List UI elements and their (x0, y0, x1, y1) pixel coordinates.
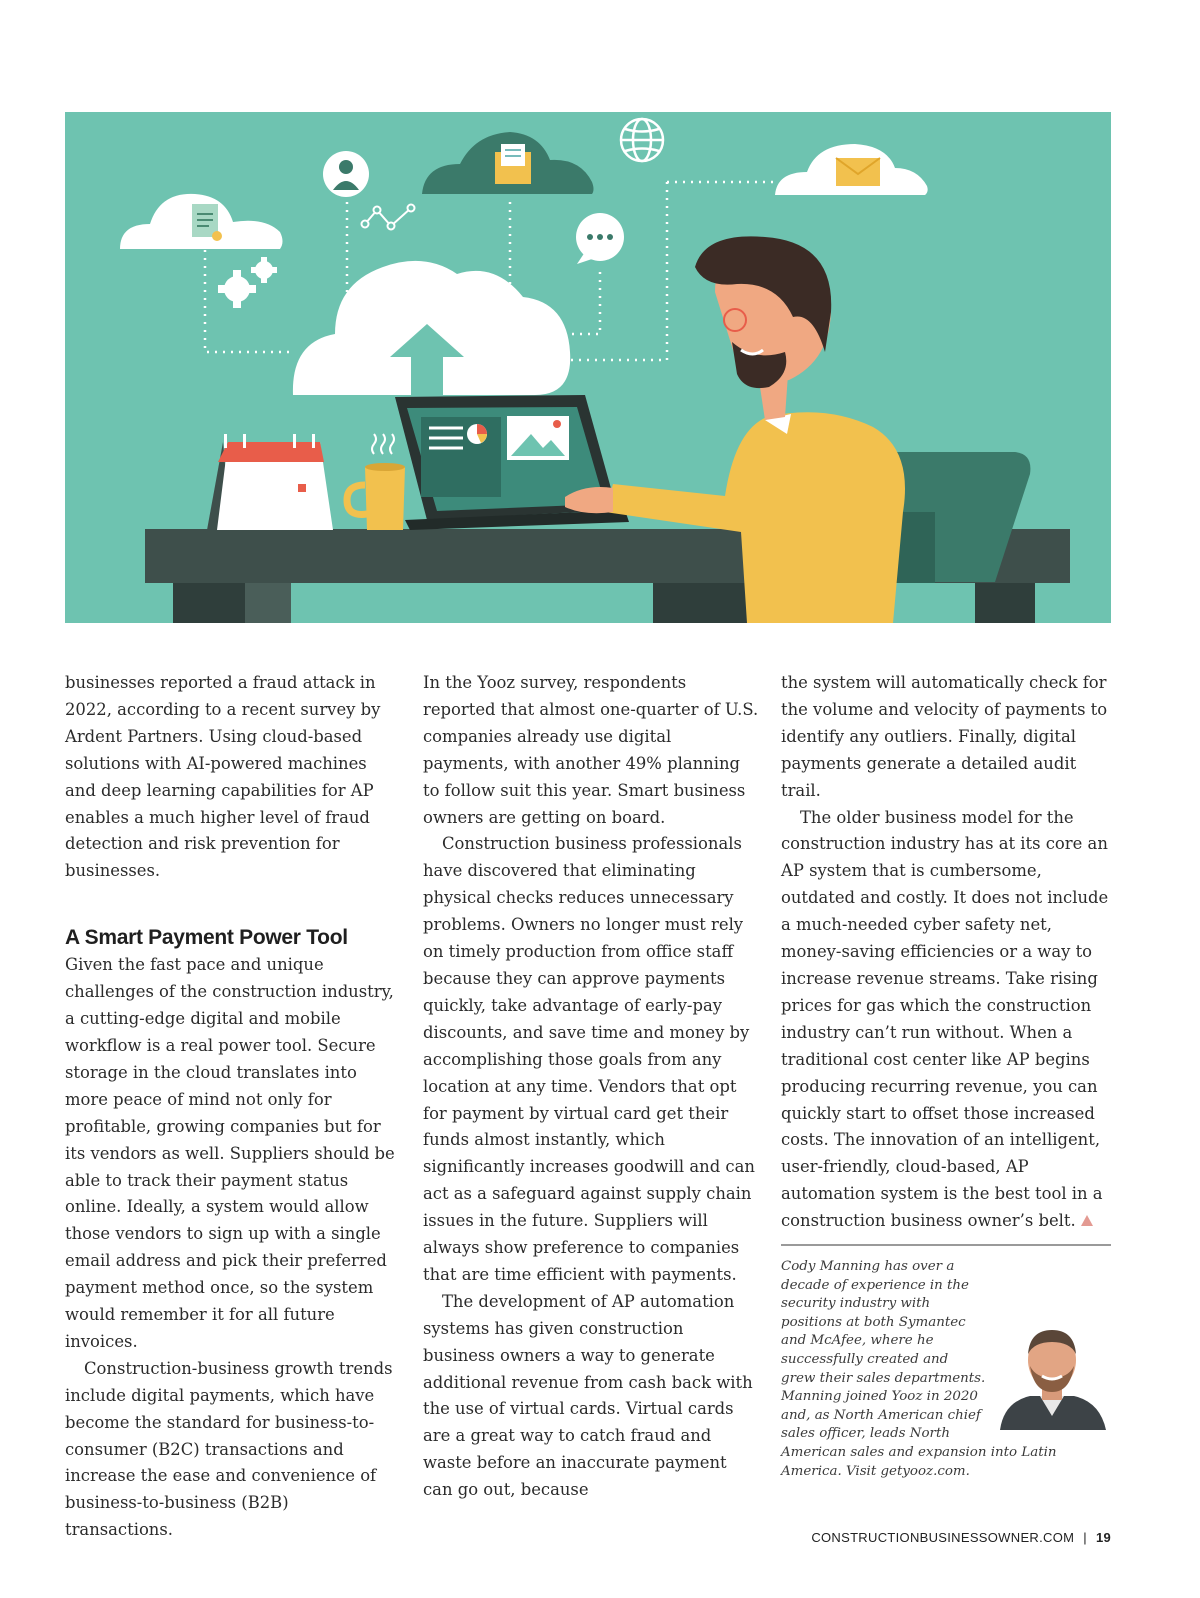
article-paragraph: The development of AP automation systems has given construction business owners a way to generate additional revenue from cash back with the use of virtual cards. Virtual cards are a great way to catch fraud and waste before an inaccurate payment can go out, because (423, 1291, 753, 1500)
article-paragraph: Construction-business growth trends include digital payments, which have become the standard for business-to-consumer (B2C) transactions and increase the ease and convenience of business-to-business (B2B) transactions. (65, 1358, 393, 1540)
hero-illustration (65, 112, 1111, 623)
article-paragraph: the system will automatically check for the volume and velocity of payments to identify any outliers. Finally, digital payments generate a detailed audit trail. (781, 673, 1108, 800)
section-subhead: A Smart Payment Power Tool (65, 926, 348, 950)
calendar-icon (207, 434, 333, 530)
article-paragraph-text: The older business model for the construction industry has at its core an AP system that is cumbersome, outdated and costly. It does not include a much-needed cyber safety net, money-saving efficiencies or a way to increase revenue streams. Take rising prices for gas which the construction industry can’t run without. When a traditional cost center like AP begins producing recurring revenue, you can quickly start to offset those increased costs. The innovation of an intelligent, user-friendly, cloud-based, AP automation system is the best tool in a construction business owner’s belt. (781, 807, 1109, 1231)
author-bio (781, 1258, 1111, 1481)
user-icon (323, 151, 369, 197)
article-paragraph: In the Yooz survey, respondents reported that almost one-quarter of U.S. companies already use digital payments, with another 49% planning to follow suit this year. Smart business owners are getting on board. (423, 673, 759, 827)
article-paragraph: Construction business professionals have discovered that eliminating physical checks reduces unnecessary problems. Owners no longer must rely on timely production from office staff because they can approve payments quickly, take advantage of early-pay discounts, and save time and money by accomplishing those goals from any location at any time. Vendors that opt for payment by virtual card get their funds almost instantly, which significantly increases goodwill and can act as a safeguard against supply chain issues in the future. Suppliers will always show preference to companies that are time efficient with payments. (423, 834, 755, 1284)
article-paragraph: businesses reported a fraud attack in 2022, according to a recent survey by Ardent Partners. Using cloud-based solutions with AI-powered machines and deep learning capabilities for AP enables a much higher level of fraud detection and risk prevention for businesses. (65, 673, 381, 881)
end-of-article-icon (1081, 1215, 1093, 1226)
page-number: 19 (1095, 1530, 1111, 1545)
article-paragraph: Given the fast pace and unique challenges of the construction industry, a cutting-edge digital and mobile workflow is a real power tool. Secure storage in the cloud translates into more peace of mind not only for profitable, growing companies but for its vendors as well. Suppliers should be able to track their payment status online. Ideally, a system would allow those vendors to sign up with a single email address and pick their preferred payment method once, so the system would remember it for all future invoices. (65, 955, 395, 1351)
article-closing-paragraph (781, 805, 1113, 1236)
footer-separator: | (1083, 1530, 1087, 1545)
bio-divider (781, 1244, 1111, 1246)
author-bio-text: Cody Manning has over a decade of experience in the security industry with positions at both Symantec and McAfee, where he successfully created and grew their sales departments. Manning joined Yooz in 2020 and, as North American chief sales officer, leads North American sales and expansion into Latin America. Visit getyooz.com. (781, 1259, 1057, 1479)
article-column-2 (423, 670, 759, 1504)
article-column-3 (781, 670, 1113, 1235)
author-photo (996, 1320, 1108, 1430)
page-footer (811, 1530, 1111, 1545)
article-column-1 (65, 670, 395, 1544)
footer-site: CONSTRUCTIONBUSINESSOWNER.COM (811, 1530, 1075, 1545)
